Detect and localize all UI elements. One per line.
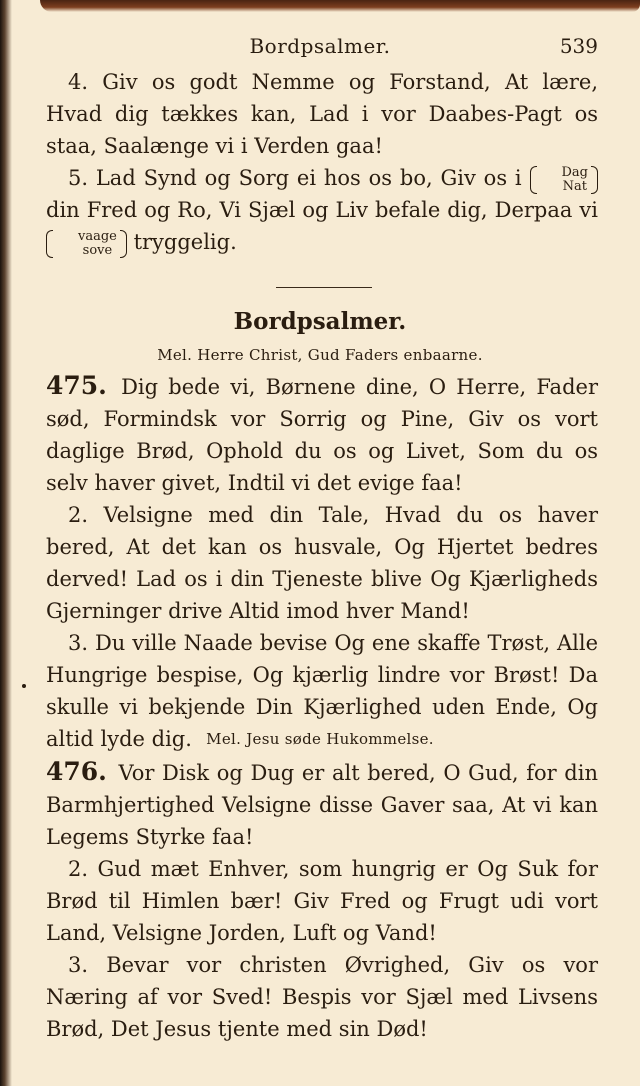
brace-dag-nat xyxy=(530,166,599,194)
hymn-476-melody: Mel. Jesu søde Hukommelse. xyxy=(206,730,434,748)
hymn-476-verse-1-text: Vor Disk og Dug er alt bered, O Gud, for din Barmhjertighed Velsigne disse Gaver saa, At vi kan Legems Styrke faa! xyxy=(46,761,598,849)
page-edge-band xyxy=(40,0,640,12)
section-divider xyxy=(276,287,372,288)
hymn-476-verse-3: 3. Bevar vor christen Øvrighed, Giv os vor Næring af vor Sved! Bespis vor Sjæl med Livsens Brød, Det Jesus tjente med sin Død! xyxy=(46,953,598,1041)
verse-4: 4. Giv os godt Nemme og Forstand, At lære, Hvad dig tækkes kan, Lad i vor Daabes-Pagt os staa, Saalænge vi i Verden gaa! xyxy=(46,70,598,158)
page-header xyxy=(0,28,640,68)
binding-shadow xyxy=(0,0,12,1086)
section-title: Bordpsalmer. xyxy=(233,308,407,335)
hymn-475-melody: Mel. Herre Christ, Gud Faders enbaarne. xyxy=(157,346,483,364)
brace-option-vaage: vaage xyxy=(78,228,117,244)
brace-option-sove: sove xyxy=(82,242,113,258)
ink-speck xyxy=(22,684,26,688)
verse-5-part-c: tryggelig. xyxy=(133,230,237,254)
hymn-475-verse-1 xyxy=(46,370,598,499)
brace-option-nat: Nat xyxy=(562,178,587,194)
hymn-475 xyxy=(46,370,598,755)
hymn-476-verse-1 xyxy=(46,756,598,853)
hymn-475-number: 475. xyxy=(46,371,107,400)
continued-hymn xyxy=(46,66,598,258)
verse-5-part-a: 5. Lad Synd og Sorg ei hos os bo, Giv os i xyxy=(68,166,522,190)
hymn-476 xyxy=(46,756,598,1045)
page-number: 539 xyxy=(559,34,598,58)
hymn-475-verse-2: 2. Velsigne med din Tale, Hvad du os haver bered, At det kan os husvale, Og Hjertet bedres derved! Lad os i din Tjeneste blive Og Kjærligheds Gjerninger drive Altid imod hver Mand! xyxy=(46,503,598,623)
hymn-475-verse-1-text: Dig bede vi, Børnene dine, O Herre, Fader sød, Formindsk vor Sorrig og Pine, Giv os vort daglige Brød, Ophold du os og Livet, Som du os selv haver givet, Indtil vi det evige faa! xyxy=(46,375,598,495)
verse-5-part-b: din Fred og Ro, Vi Sjæl og Liv befale dig, Derpaa vi xyxy=(46,198,598,222)
hymn-475-verse-3: 3. Du ville Naade bevise Og ene skaffe Trøst, Alle Hungrige bespise, Og kjærlig lindre vor Brøst! Da skulle vi bekjende Din Kjærlighed uden Ende, Og altid lyde dig. xyxy=(46,631,598,751)
brace-vaage-sove xyxy=(46,230,127,258)
hymn-476-number: 476. xyxy=(46,757,107,786)
running-head: Bordpsalmer. xyxy=(249,34,391,58)
hymn-476-verse-2: 2. Gud mæt Enhver, som hungrig er Og Suk for Brød til Himlen bær! Giv Fred og Frugt udi vort Land, Velsigne Jorden, Luft og Vand! xyxy=(46,857,598,945)
verse-5 xyxy=(46,162,598,258)
brace-option-dag: Dag xyxy=(561,164,588,180)
